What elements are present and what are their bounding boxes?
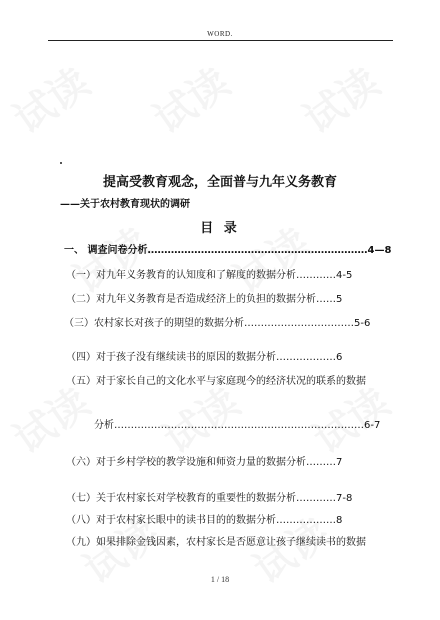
toc-entry[interactable]: （五）对于家长自己的文化水平与家庭现今的经济状况的联系的数据 bbox=[66, 376, 366, 387]
watermark bbox=[291, 52, 389, 145]
toc-entry[interactable]: 一、 调查问卷分析…………………………………………………………4—8 bbox=[64, 245, 392, 256]
document-title: 提高受教育观念，全面普与九年义务教育 bbox=[102, 175, 337, 190]
toc-entry[interactable]: （二）对九年义务教育是否造成经济上的负担的数据分析……5 bbox=[66, 294, 343, 305]
toc-entry-continuation[interactable]: 分析…………………………………………………………………6-7 bbox=[94, 420, 381, 431]
toc-entry[interactable]: （三）农村家长对孩子的期望的数据分析……………………………5-6 bbox=[64, 318, 371, 329]
toc-entry[interactable]: （六）对于乡村学校的教学设施和师资力量的数据分析………7 bbox=[66, 457, 343, 468]
stray-mark bbox=[60, 162, 62, 164]
page-header: WORD. bbox=[207, 30, 233, 38]
page-number: 1 / 18 bbox=[210, 575, 230, 584]
header-rule bbox=[48, 40, 393, 41]
document-subtitle: ——关于农村教育现状的调研 bbox=[60, 199, 190, 210]
toc-entry[interactable]: （一）对九年义务教育的认知度和了解度的数据分析…………4-5 bbox=[66, 270, 353, 281]
toc-entry[interactable]: （七）关于农村家长对学校教育的重要性的数据分析…………7-8 bbox=[66, 493, 353, 504]
toc-entry[interactable]: （九）如果排除金钱因素，农村家长是否愿意让孩子继续读书的数据 bbox=[66, 537, 366, 548]
toc-heading: 目 录 bbox=[200, 221, 240, 236]
toc-entry[interactable]: （八）对于农村家长眼中的读书目的的数据分析………………8 bbox=[66, 515, 343, 526]
watermark bbox=[1, 52, 99, 145]
watermark bbox=[141, 52, 239, 145]
toc-entry[interactable]: （四）对于孩子没有继续读书的原因的数据分析………………6 bbox=[66, 352, 343, 363]
